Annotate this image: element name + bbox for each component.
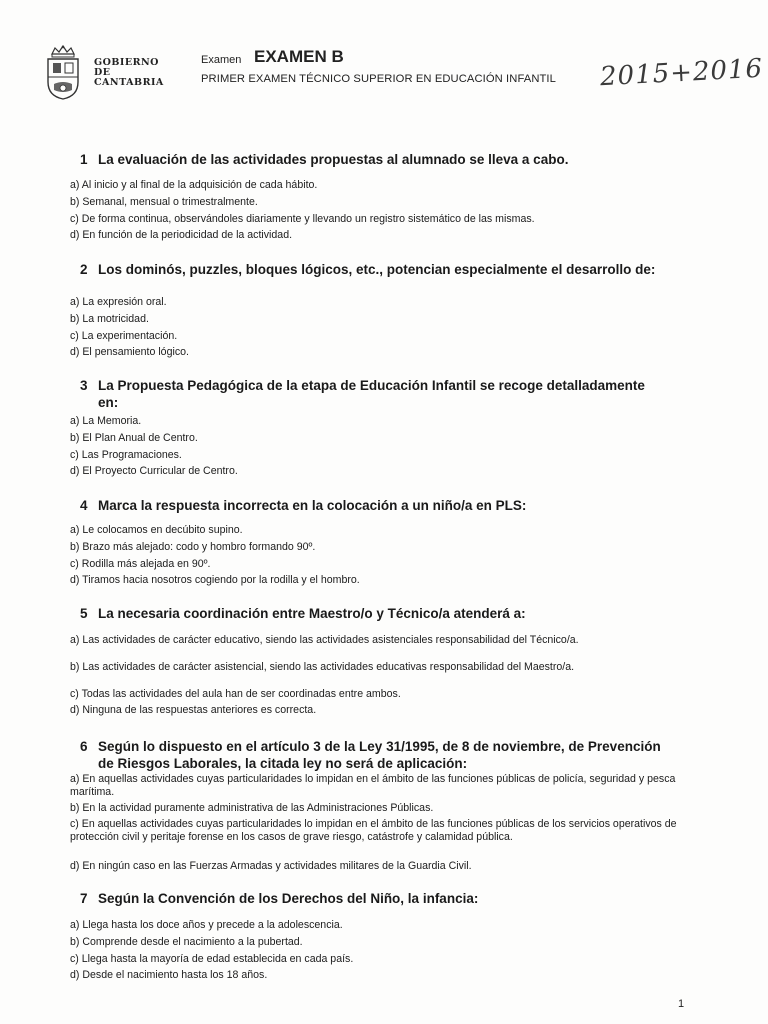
question-title [80,377,720,411]
option-c[interactable]: c) Las Programaciones. [70,448,182,461]
question-text: Según lo dispuesto en el artículo 3 de la Ley 31/1995, de 8 de noviembre, de Prevención [98,739,661,754]
option-c[interactable]: c) En aquellas actividades cuyas particularidades lo impidan en el ámbito de las funciones públicas de los servicios operativos de protección civil y peritaje forense en los casos de grave riesgo, catástrofe y calamidad pública. [70,818,677,843]
options-list [70,773,695,873]
options-list [70,917,720,984]
option-a[interactable]: a) En aquellas actividades cuyas particularidades lo impidan en el ámbito de las funciones públicas de policía, seguridad y pesca marítima. [70,773,676,798]
option-c[interactable]: c) De forma continua, observándoles diariamente y llevando un registro sistemático de las mismas. [70,212,535,225]
org-line-3: CANTABRIA [94,77,164,88]
question-1 [70,151,720,244]
option-a[interactable]: a) La expresión oral. [70,296,167,308]
options-list [70,294,720,361]
option-d[interactable]: d) El pensamiento lógico. [70,346,189,359]
org-line-2: DE [94,67,111,78]
cantabria-coat-of-arms-icon [44,44,82,100]
option-b[interactable]: b) Semanal, mensual o trimestralmente. [70,195,258,208]
option-b[interactable]: b) Comprende desde el nacimiento a la pubertad. [70,935,303,948]
exam-label: Examen [201,54,242,66]
question-text-continued: en: [98,395,119,410]
question-text: La evaluación de las actividades propuestas al alumnado se lleva a cabo. [98,152,569,167]
question-title [80,151,720,168]
question-number: 1 [80,152,88,167]
option-d[interactable]: d) Ninguna de las respuestas anteriores es correcta. [70,704,317,717]
option-b[interactable]: b) Brazo más alejado: codo y hombro formando 90º. [70,540,316,553]
option-a[interactable]: a) Al inicio y al final de la adquisición de cada hábito. [70,179,318,191]
question-title [80,890,720,907]
exam-name: EXAMEN B [254,47,344,66]
question-text: Según la Convención de los Derechos del Niño, la infancia: [98,891,479,906]
question-title [80,738,720,772]
question-text: La Propuesta Pedagógica de la etapa de Educación Infantil se recoge detalladamente [98,378,645,393]
option-d[interactable]: d) En función de la periodicidad de la actividad. [70,229,293,242]
option-a[interactable]: a) Llega hasta los doce años y precede a la adolescencia. [70,919,343,931]
option-a[interactable]: a) Las actividades de carácter educativo, siendo las actividades asistenciales responsabilidad del Técnico/a. [70,634,579,646]
option-b[interactable]: b) El Plan Anual de Centro. [70,431,198,444]
question-number: 6 [80,739,88,754]
option-d[interactable]: d) El Proyecto Curricular de Centro. [70,465,238,478]
option-c[interactable]: c) La experimentación. [70,329,178,342]
question-6 [70,738,720,876]
question-5 [70,605,720,719]
handwritten-note: 2015+2016 [599,53,764,93]
question-text: Marca la respuesta incorrecta en la colocación a un niño/a en PLS: [98,498,527,513]
question-number: 4 [80,498,88,513]
document-header [44,44,764,104]
option-d[interactable]: d) Tiramos hacia nosotros cogiendo por la rodilla y el hombro. [70,574,360,587]
options-list [70,632,720,719]
option-d[interactable]: d) En ningún caso en las Fuerzas Armadas y actividades militares de la Guardia Civil. [70,860,472,872]
option-b[interactable]: b) En la actividad puramente administrativa de las Administraciones Públicas. [70,802,434,814]
question-number: 5 [80,606,88,621]
question-title [80,605,720,622]
question-3 [70,377,720,480]
option-b[interactable]: b) La motricidad. [70,312,149,325]
question-number: 3 [80,378,88,393]
page-number: 1 [678,998,685,1010]
option-c[interactable]: c) Rodilla más alejada en 90º. [70,557,211,570]
question-number: 7 [80,891,88,906]
organization-name [94,58,164,88]
exam-subtitle: PRIMER EXAMEN TÉCNICO SUPERIOR EN EDUCACIÓN INFANTIL [201,73,556,85]
question-title [80,497,720,514]
options-list [70,177,720,244]
option-d[interactable]: d) Desde el nacimiento hasta los 18 años. [70,969,268,982]
org-line-1: GOBIERNO [94,57,159,68]
question-number: 2 [80,262,88,277]
question-text-continued: de Riesgos Laborales, la citada ley no será de aplicación: [98,756,468,771]
option-a[interactable]: a) Le colocamos en decúbito supino. [70,524,243,536]
question-text: Los dominós, puzzles, bloques lógicos, etc., potencian especialmente el desarrollo de: [98,262,656,277]
option-c[interactable]: c) Llega hasta la mayoría de edad establecida en cada país. [70,952,354,965]
question-title [80,261,720,278]
options-list [70,413,720,480]
question-2 [70,261,720,361]
option-b[interactable]: b) Las actividades de carácter asistencial, siendo las actividades educativas responsabilidad del Maestro/a. [70,660,575,673]
option-c[interactable]: c) Todas las actividades del aula han de ser coordinadas entre ambos. [70,687,401,700]
options-list [70,522,720,589]
question-4 [70,497,720,589]
question-text: La necesaria coordinación entre Maestro/o y Técnico/a atenderá a: [98,606,526,621]
question-7 [70,890,720,984]
option-a[interactable]: a) La Memoria. [70,415,142,427]
